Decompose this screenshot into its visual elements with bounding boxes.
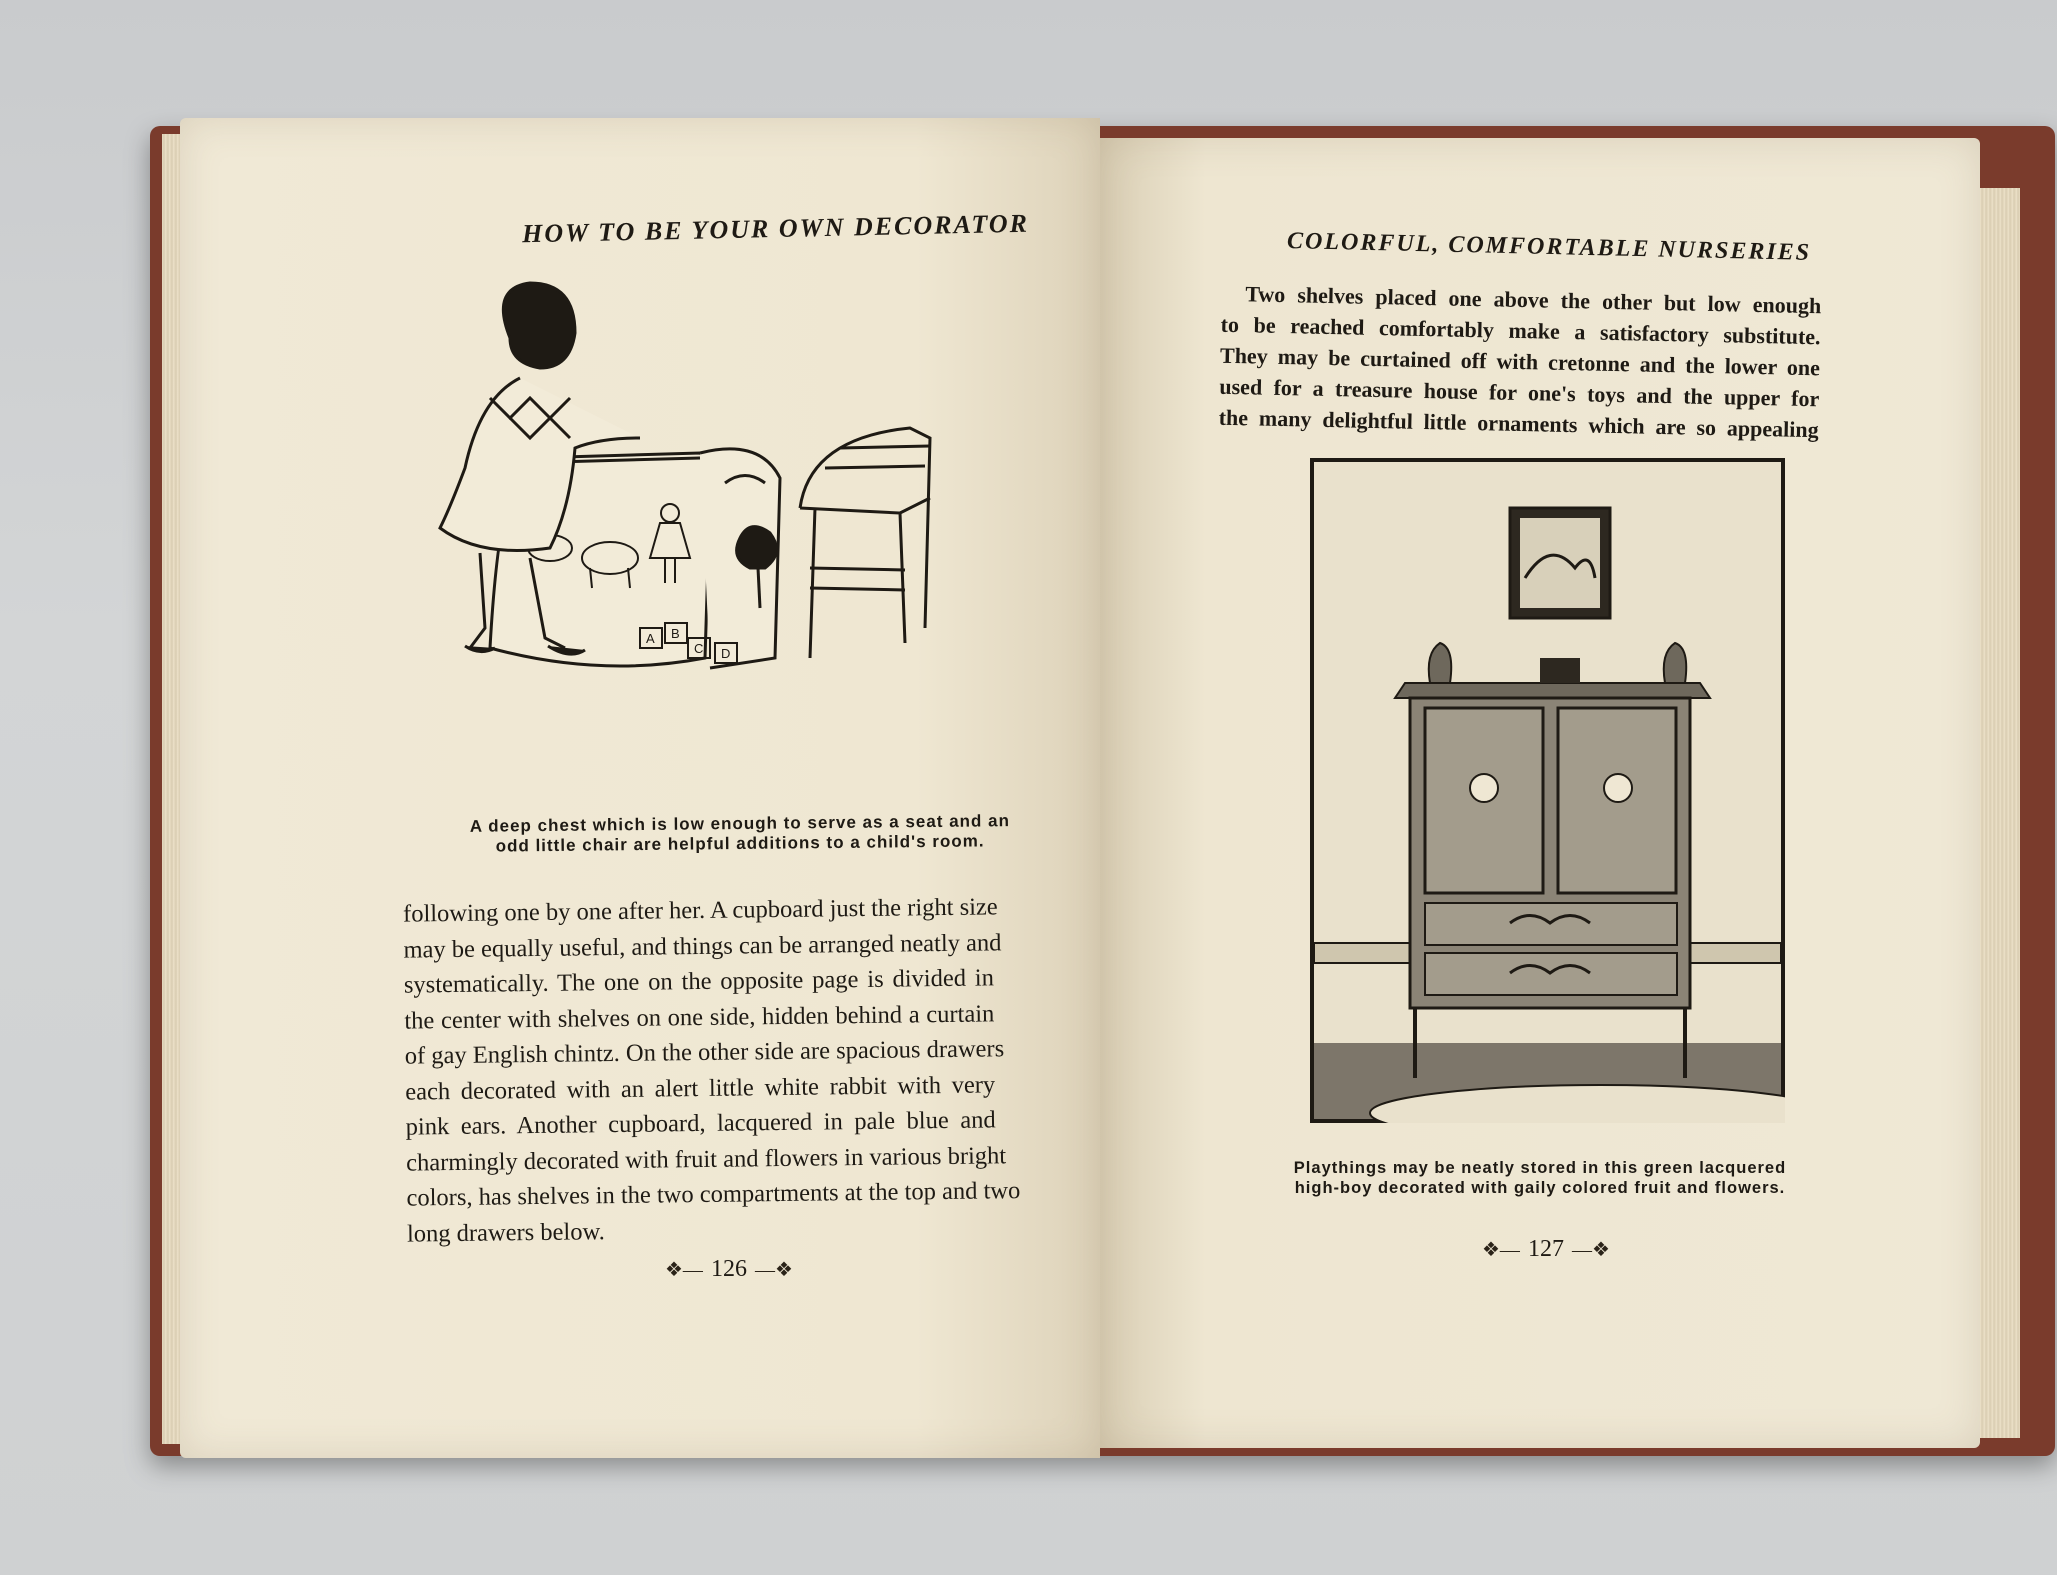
body-line: of gay English chintz. On the other side are spacious drawers [404, 1035, 1005, 1070]
right-caption-line: high-boy decorated with gaily colored fruit and flowers. [1294, 1179, 1786, 1197]
left-body-text [402, 889, 1021, 1251]
body-line: colors, has shelves in the two compartments at the top and two [406, 1177, 1021, 1212]
block-letter-d: D [721, 646, 731, 661]
left-caption-line: A deep chest which is low enough to serve as a seat and an [469, 811, 1011, 836]
open-book [70, 118, 1995, 1458]
left-page [180, 118, 1100, 1458]
left-running-head: HOW TO BE YOUR OWN DECORATOR [521, 208, 1030, 249]
body-line: Two shelves placed one above the other but low enough [1245, 281, 1822, 319]
ornament-icon: —❖ [1571, 1239, 1610, 1261]
right-body-text [1218, 278, 1821, 446]
right-caption-line: Playthings may be neatly stored in this green lacquered [1293, 1159, 1787, 1177]
page-number: 127 [1527, 1236, 1564, 1262]
body-line: systematically. The one on the opposite page is divided in [403, 964, 995, 999]
body-line: to be reached comfortably make a satisfactory substitute. [1220, 311, 1821, 350]
right-caption [1260, 1158, 1820, 1198]
ornament-icon: ❖— [1482, 1239, 1520, 1261]
highboy-cupboard-illustration [1310, 458, 1785, 1123]
body-line: may be equally useful, and things can be arranged neatly and [403, 928, 1002, 964]
body-line: following one by one after her. A cupboard just the right size [402, 893, 998, 928]
left-folio [665, 1256, 793, 1283]
body-line: long drawers below. [406, 1217, 605, 1248]
ornament-icon: ❖— [665, 1259, 703, 1281]
right-page [1100, 138, 1980, 1448]
block-letter-c: C [694, 641, 704, 656]
ornament-icon: —❖ [754, 1259, 793, 1281]
body-line: They may be curtained off with cretonne and the lower one [1219, 342, 1821, 381]
body-line: pink ears. Another cupboard, lacquered in pale blue and [405, 1106, 996, 1141]
block-letter-a: A [646, 631, 655, 646]
left-caption-line: odd little chair are helpful additions to a child's room. [495, 831, 985, 856]
page-number: 126 [710, 1256, 747, 1282]
body-line: used for a treasure house for one's toys and the upper for [1219, 373, 1820, 412]
body-line: the many delightful little ornaments which are so appealing [1218, 404, 1819, 443]
body-line: the center with shelves on one side, hidden behind a curtain [404, 999, 995, 1035]
right-running-head: COLORFUL, COMFORTABLE NURSERIES [1286, 228, 1812, 266]
left-caption [440, 811, 1040, 857]
block-letter-b: B [671, 626, 680, 641]
body-line: charmingly decorated with fruit and flowers in various bright [405, 1141, 1007, 1177]
child-chest-chair-illustration [370, 268, 970, 828]
body-line: each decorated with an alert little white rabbit with very [405, 1070, 996, 1106]
right-folio [1482, 1236, 1610, 1263]
